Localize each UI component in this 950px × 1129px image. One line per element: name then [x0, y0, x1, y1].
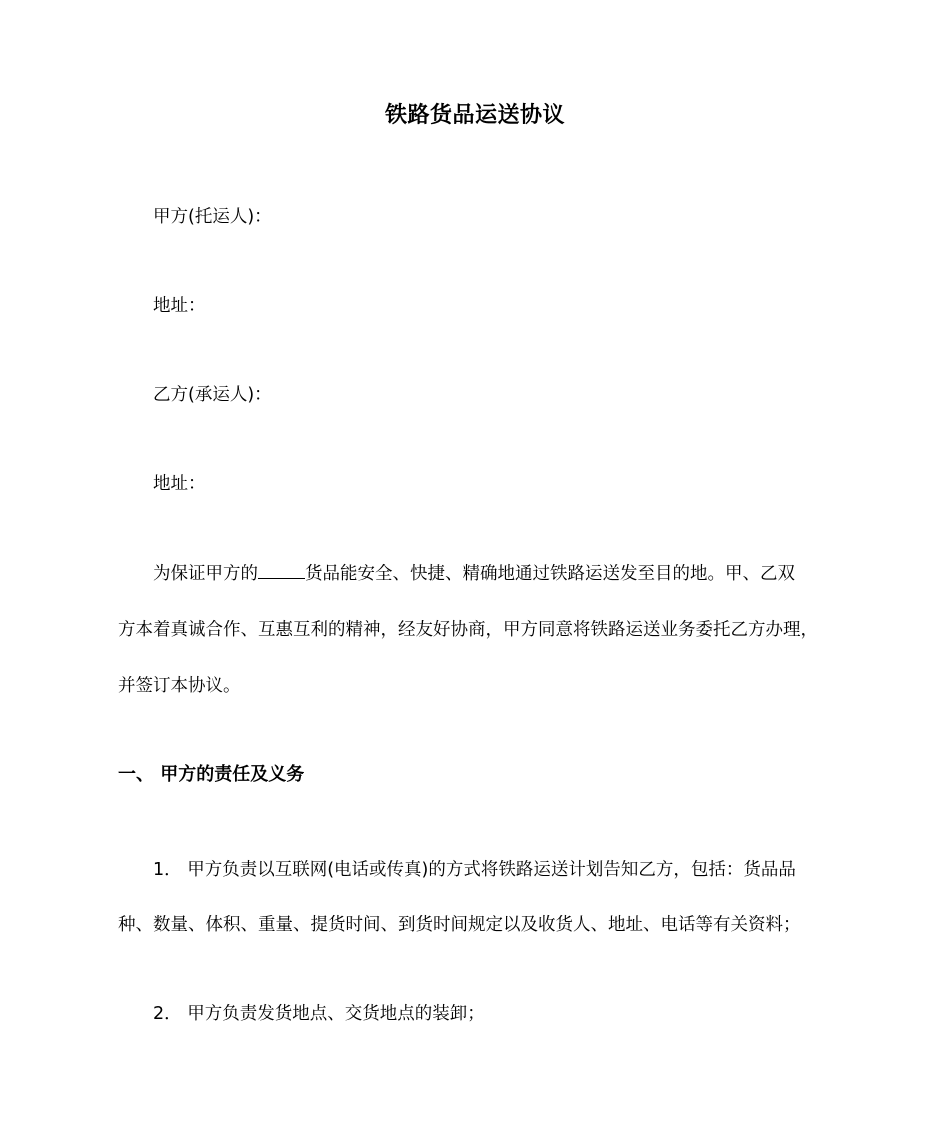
party-b-address-label: 地址： — [153, 474, 206, 494]
intro-text-after-blank: 货品能安全、快捷、精确地通过铁路运送发至目的地。甲、乙双 — [305, 564, 795, 584]
section-1-item-2: 2． 甲方负责发货地点、交货地点的装卸； — [153, 1004, 485, 1024]
intro-line-3: 并签订本协议。 — [118, 676, 241, 696]
intro-text-before-blank: 为保证甲方的 — [153, 564, 258, 584]
document-title: 铁路货品运送协议 — [384, 103, 565, 128]
party-a-label: 甲方(托运人)： — [153, 207, 272, 227]
party-a-address-label: 地址： — [153, 296, 206, 316]
intro-line-1 — [153, 559, 795, 589]
section-1-item-1-line-2: 种、数量、体积、重量、提货时间、到货时间规定以及收货人、地址、电话等有关资料； — [118, 915, 801, 935]
section-1-item-1-line-1: 1． 甲方负责以互联网(电话或传真)的方式将铁路运送计划告知乙方，包括：货品品 — [153, 860, 796, 880]
goods-name-blank — [258, 560, 305, 579]
intro-line-2: 方本着真诚合作、互惠互利的精神，经友好协商，甲方同意将铁路运送业务委托乙方办理， — [118, 620, 818, 640]
party-b-label: 乙方(承运人)： — [153, 385, 272, 405]
section-1-heading: 一、 甲方的责任及义务 — [118, 764, 305, 785]
